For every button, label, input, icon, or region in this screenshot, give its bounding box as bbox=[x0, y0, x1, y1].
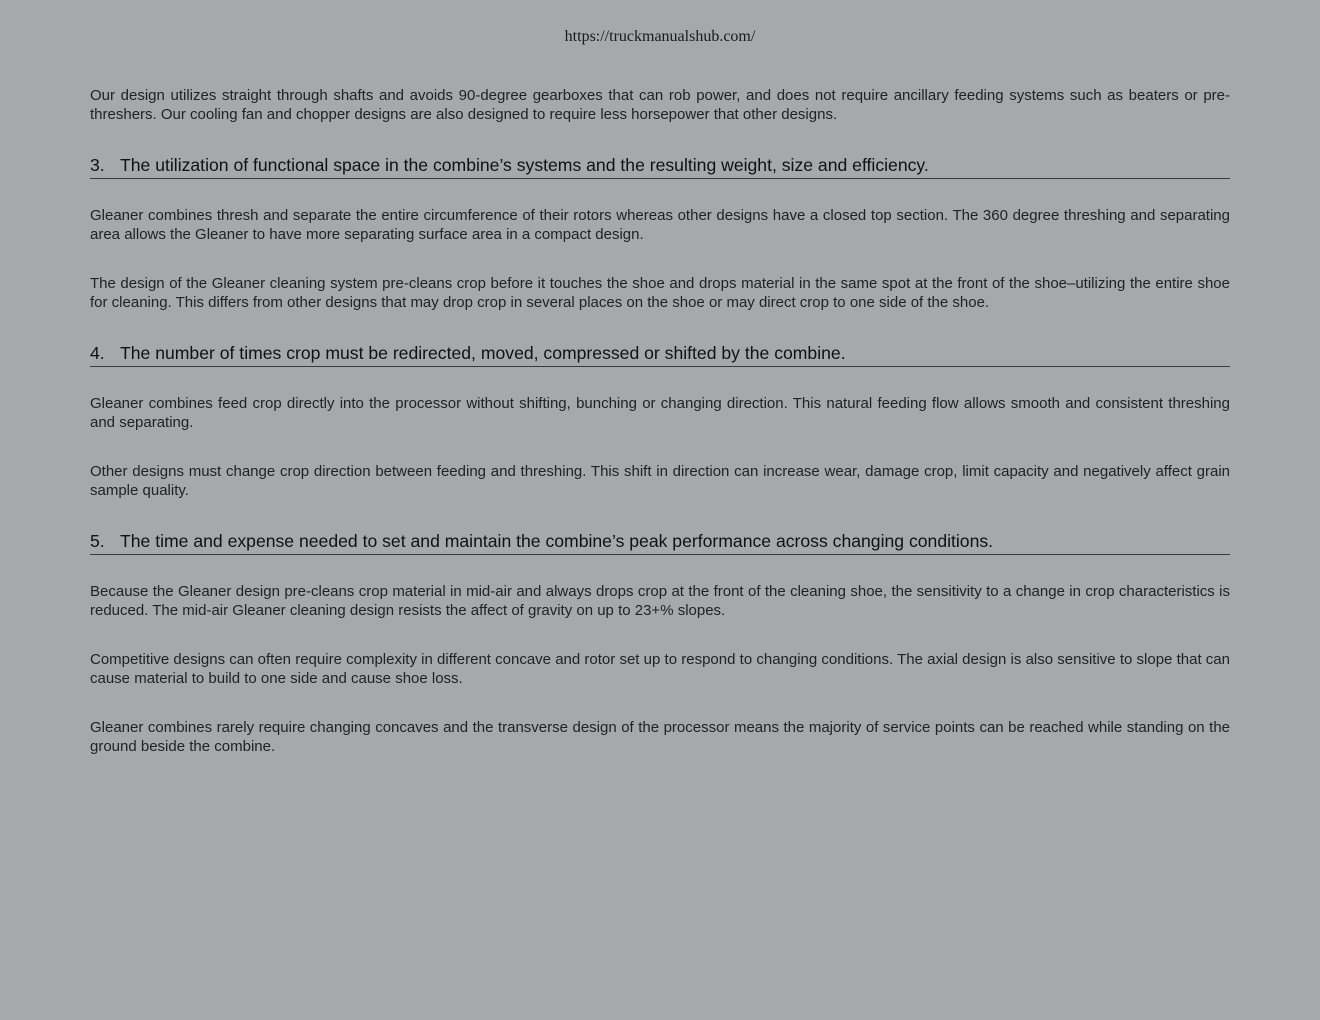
section-3-heading bbox=[90, 154, 1230, 179]
section-4-paragraph-1: Gleaner combines feed crop directly into the processor without shifting, bunching or changing direction. This natural feeding flow allows smooth and consistent threshing and separating. bbox=[90, 395, 1230, 431]
intro-paragraph: Our design utilizes straight through shafts and avoids 90-degree gearboxes that can rob power, and does not require ancillary feeding systems such as beaters or pre-threshers. Our cooling fan and chopper designs are also designed to require less horsepower that other designs. bbox=[90, 87, 1230, 123]
section-3-title: The utilization of functional space in the combine’s systems and the resulting weight, size and efficiency. bbox=[120, 155, 929, 175]
section-3-paragraph-1: Gleaner combines thresh and separate the entire circumference of their rotors whereas other designs have a closed top section. The 360 degree threshing and separating area allows the Gleaner to have more separating surface area in a compact design. bbox=[90, 207, 1230, 243]
section-5-paragraph-1: Because the Gleaner design pre-cleans crop material in mid-air and always drops crop at the front of the cleaning shoe, the sensitivity to a change in crop characteristics is reduced. The mid-air Gleaner cleaning design resists the affect of gravity on up to 23+% slopes. bbox=[90, 583, 1230, 619]
section-4-number: 4. bbox=[90, 343, 105, 363]
section-4-heading bbox=[90, 342, 1230, 367]
section-5-number: 5. bbox=[90, 531, 105, 551]
section-5-paragraph-3: Gleaner combines rarely require changing concaves and the transverse design of the processor means the majority of service points can be reached while standing on the ground beside the combine. bbox=[90, 719, 1230, 755]
section-5-heading bbox=[90, 530, 1230, 555]
section-4-title: The number of times crop must be redirected, moved, compressed or shifted by the combine. bbox=[120, 343, 846, 363]
section-4-paragraph-2: Other designs must change crop direction between feeding and threshing. This shift in direction can increase wear, damage crop, limit capacity and negatively affect grain sample quality. bbox=[90, 463, 1230, 499]
section-5-paragraph-2: Competitive designs can often require complexity in different concave and rotor set up to respond to changing conditions. The axial design is also sensitive to slope that can cause material to build to one side and cause shoe loss. bbox=[90, 651, 1230, 687]
document-page bbox=[90, 0, 1230, 1020]
section-3-paragraph-2: The design of the Gleaner cleaning system pre-cleans crop before it touches the shoe and drops material in the same spot at the front of the shoe–utilizing the entire shoe for cleaning. This differs from other designs that may drop crop in several places on the shoe or may direct crop to one side of the shoe. bbox=[90, 275, 1230, 311]
section-5-title: The time and expense needed to set and maintain the combine’s peak performance across changing conditions. bbox=[120, 531, 994, 551]
header-url[interactable]: https://truckmanualshub.com/ bbox=[564, 28, 756, 45]
section-3-number: 3. bbox=[90, 155, 105, 175]
